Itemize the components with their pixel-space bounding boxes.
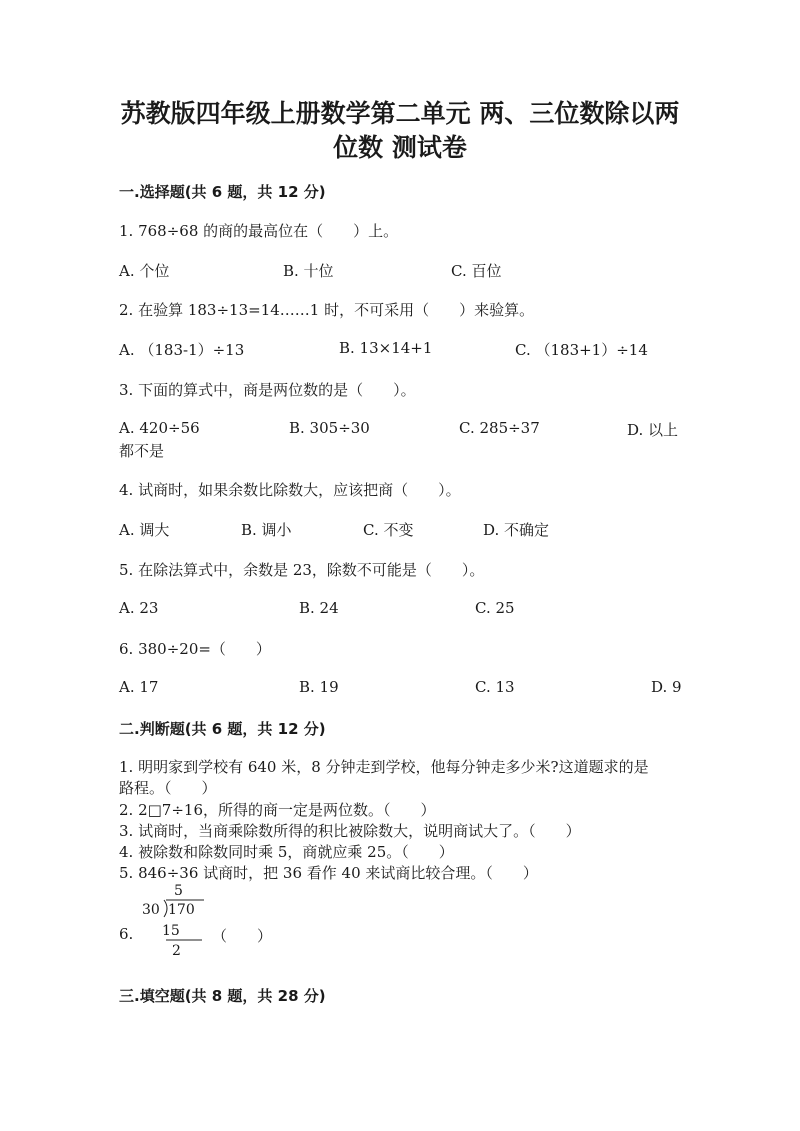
judge-question-1-continued: 路程。（ ） [119,779,217,797]
choice-q3-option-d: D. 以上 [627,421,679,439]
choice-q1-option-c: C. 百位 [451,262,502,280]
choice-q4-option-c: C. 不变 [363,521,414,539]
choice-q2-option-b: B. 13×14+1 [339,339,433,357]
long-division-divisor: 30 [142,902,160,918]
choice-question-1: 1. 768÷68 的商的最高位在（ ）上。 [119,222,399,240]
choice-q4-option-a: A. 调大 [119,521,170,539]
long-division-product: 15 [162,923,180,939]
choice-q6-option-d: D. 9 [651,678,682,696]
long-division-remainder: 2 [172,943,181,959]
judge-question-2: 2. 2□7÷16，所得的商一定是两位数。（ ） [119,801,436,819]
choice-q5-option-b: B. 24 [299,599,339,617]
page-title-line-2: 位数 测试卷 [333,133,467,162]
long-division-figure [140,883,220,963]
choice-q3-option-a: A. 420÷56 [119,419,200,437]
judge-question-6-number: 6. [119,925,134,943]
choice-q3-option-d-continued: 都不是 [119,442,165,460]
choice-q2-option-a: A. （183-1）÷13 [119,341,245,359]
section-heading-true-false: 二.判断题(共 6 题，共 12 分) [119,720,326,738]
choice-q6-option-c: C. 13 [475,678,515,696]
choice-q5-option-a: A. 23 [119,599,159,617]
choice-question-6: 6. 380÷20=（ ） [119,640,271,658]
choice-q4-option-b: B. 调小 [241,521,292,539]
long-division-dividend: 170 [168,902,195,918]
choice-q4-option-d: D. 不确定 [483,521,550,539]
choice-question-4: 4. 试商时，如果余数比除数大，应该把商（ ）。 [119,481,461,499]
choice-question-2: 2. 在验算 183÷13=14……1 时，不可采用（ ）来验算。 [119,301,535,319]
section-heading-fill-blank: 三.填空题(共 8 题，共 28 分) [119,987,326,1005]
choice-q1-option-a: A. 个位 [119,262,170,280]
choice-q3-option-c: C. 285÷37 [459,419,540,437]
division-bracket [164,900,167,917]
judge-question-4: 4. 被除数和除数同时乘 5，商就应乘 25。（ ） [119,843,454,861]
choice-q2-option-c: C. （183+1）÷14 [515,341,648,359]
choice-q1-option-b: B. 十位 [283,262,334,280]
choice-question-5: 5. 在除法算式中，余数是 23，除数不可能是（ ）。 [119,561,485,579]
section-heading-choice: 一.选择题(共 6 题，共 12 分) [119,183,326,201]
choice-q3-option-b: B. 305÷30 [289,419,370,437]
page-title-line-1: 苏教版四年级上册数学第二单元 两、三位数除以两 [120,99,680,128]
choice-q6-option-a: A. 17 [119,678,159,696]
judge-question-3: 3. 试商时，当商乘除数所得的积比被除数大，说明商试大了。（ ） [119,822,581,840]
long-division-quotient: 5 [174,883,183,899]
choice-question-3: 3. 下面的算式中，商是两位数的是（ ）。 [119,381,416,399]
judge-question-6-answer-paren: （ ） [212,927,273,945]
choice-q5-option-c: C. 25 [475,599,515,617]
choice-q6-option-b: B. 19 [299,678,339,696]
judge-question-1: 1. 明明家到学校有 640 米，8 分钟走到学校，他每分钟走多少米?这道题求的是 [119,758,649,776]
judge-question-5: 5. 846÷36 试商时，把 36 看作 40 来试商比较合理。（ ） [119,864,538,882]
